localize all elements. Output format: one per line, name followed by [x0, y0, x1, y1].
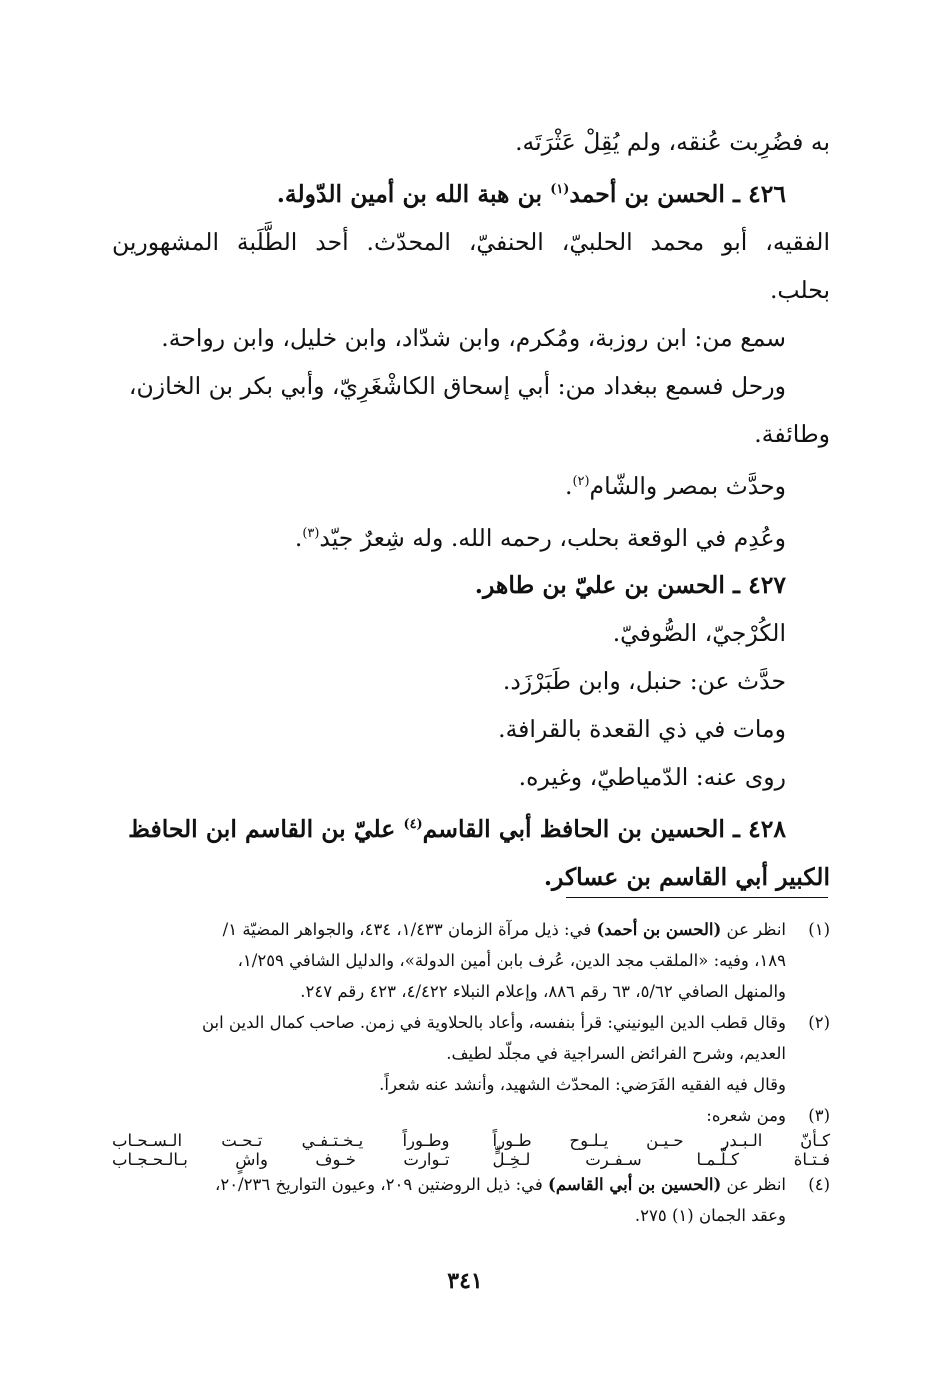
footnote-body	[112, 1007, 786, 1100]
entry-426-title-rest: بن هبة الله بن أمين الدّولة.	[276, 179, 551, 208]
entry-428-title-rest: عليّ بن القاسم ابن الحافظ	[128, 815, 404, 844]
footnote-body	[112, 914, 786, 1007]
entry-426-heading	[112, 166, 830, 218]
footnote-body	[112, 1169, 786, 1231]
footnote-subject: (الحسن بن أحمد)	[596, 920, 722, 939]
footnote-line: وقال قطب الدين اليونيني: قرأ بنفسه، وأعاد بالحلاوية في زمن. صاحب كمال الدين ابن	[201, 1013, 786, 1032]
footnote-line: العديم، وشرح الفرائض السراجية في مجلّد لطيف.	[446, 1044, 786, 1063]
footnote-text: في: ذيل الروضتين ٢٠٩، وعيون التواريخ ٢٠/٢٣٦،	[215, 1175, 549, 1194]
page-number: ٣٤١	[447, 1268, 483, 1294]
entry-427-line-3: ومات في ذي القعدة بالقرافة.	[498, 715, 786, 744]
entry-426-title: ٤٢٦ ـ الحسن بن أحمد	[569, 179, 786, 208]
footnote-line	[112, 1169, 786, 1200]
footnote-line: وقال فيه الفقيه الفَرَضي: المحدّث الشهيد، وأنشد عنه شعراً.	[379, 1075, 786, 1094]
footnote-line: والمنهل الصافي ٥/٦٢، ٦٣ رقم ٨٨٦، وإعلام النبلاء ٤/٤٢٢، ٤٢٣ رقم ٢٤٧.	[300, 982, 786, 1001]
footnote-ref-2: (٢)	[572, 473, 590, 489]
footnote-line: ومن شعره:	[706, 1106, 786, 1125]
entry-426-line-3b: وطائفة.	[754, 419, 830, 448]
footnote-text: انظر عن	[721, 1175, 786, 1194]
verse-hemistich-first: كـأنّ الـبـدر حـيـن يـلـوح طـوراً	[492, 1131, 830, 1150]
footnote-text: انظر عن	[721, 920, 786, 939]
entry-427-line-1: الكُرْجيّ، الصُّوفيّ.	[612, 619, 786, 648]
footnote-ref-1: (١)	[550, 182, 570, 197]
footnote-number: (٢)	[808, 1013, 830, 1032]
footnotes	[112, 914, 830, 1231]
entry-426-line-5	[112, 510, 830, 562]
footnote-separator	[566, 897, 828, 898]
footnote-ref-4: (٤)	[403, 817, 423, 833]
poem-verse-2	[112, 1150, 830, 1169]
footnote-subject: (الحسين بن أبي القاسم)	[548, 1175, 722, 1194]
entry-426-line-5-text: وعُدِم في الوقعة بحلب، رحمه الله. وله شِعرٌ جيّد	[319, 523, 786, 552]
footnote-3	[112, 1100, 830, 1131]
poem-verse-1	[112, 1131, 830, 1150]
entry-427-line-4: روى عنه: الدّمياطيّ، وغيره.	[518, 763, 786, 792]
footnote-1	[112, 914, 830, 1007]
entry-426-line-4-end: .	[565, 471, 573, 500]
footnote-number: (٣)	[808, 1106, 830, 1125]
footnote-line	[112, 914, 786, 945]
footnote-text: في: ذيل مرآة الزمان ١/٤٣٣، ٤٣٤، والجواهر المضيّة ١/	[222, 920, 597, 939]
footnote-number: (٤)	[808, 1175, 830, 1194]
entry-428-title: ٤٢٨ ـ الحسين بن الحافظ أبي القاسم	[422, 815, 786, 844]
footnote-ref-3: (٣)	[302, 525, 320, 541]
entry-426-line-2: سمع من: ابن روزبة، ومُكرم، وابن شدّاد، وابن خليل، وابن رواحة.	[161, 323, 786, 352]
entry-427-line-2: حدَّث عن: حنبل، وابن طَبَرْزَد.	[502, 667, 786, 696]
entry-426-line-5-end: .	[294, 523, 303, 552]
entry-427-heading: ٤٢٧ ـ الحسن بن عليّ بن طاهر.	[474, 571, 786, 600]
entry-426-line-1b: بحلب.	[769, 275, 830, 304]
verse-hemistich-second: وطـوراً يـخـتـفـي تـحـت الـسـحـاب	[112, 1131, 450, 1150]
entry-426-line-3: ورحل فسمع ببغداد من: أبي إسحاق الكاشْغَرِيّ، وأبي بكر بن الخازن،	[128, 371, 786, 400]
entry-428-heading	[112, 801, 830, 853]
paragraph-continuation: به فضُرِبت عُنقه، ولم يُقِلْ عَثْرَتَه.	[515, 128, 830, 156]
entry-428-heading-line-2: الكبير أبي القاسم بن عساكر.	[543, 863, 830, 892]
footnote-line: ١٨٩، وفيه: «الملقب مجد الدين، عُرف بابن أمين الدولة»، والدليل الشافي ١/٢٥٩،	[237, 951, 786, 970]
footnote-line: وعقد الجمان (١) ٢٧٥.	[634, 1206, 786, 1225]
footnote-body	[112, 1100, 786, 1131]
entry-426-line-1: الفقيه، أبو محمد الحلبيّ، الحنفيّ، المحدّث. أحد الطَّلَبة المشهورين	[112, 227, 830, 256]
verse-hemistich-first: فـتـاة كـلّـمـا سـفـرت لـخِـلٍّ	[492, 1150, 830, 1169]
verse-hemistich-second: تـوارت خـوف واشٍ بـالـحـجـاب	[112, 1150, 450, 1169]
footnote-number: (١)	[808, 920, 830, 939]
entry-426-line-4-text: وحدَّث بمصر والشّام	[589, 471, 786, 500]
entry-426-line-4	[112, 458, 830, 510]
footnote-4	[112, 1169, 830, 1231]
footnote-2	[112, 1007, 830, 1100]
main-text	[112, 118, 830, 901]
